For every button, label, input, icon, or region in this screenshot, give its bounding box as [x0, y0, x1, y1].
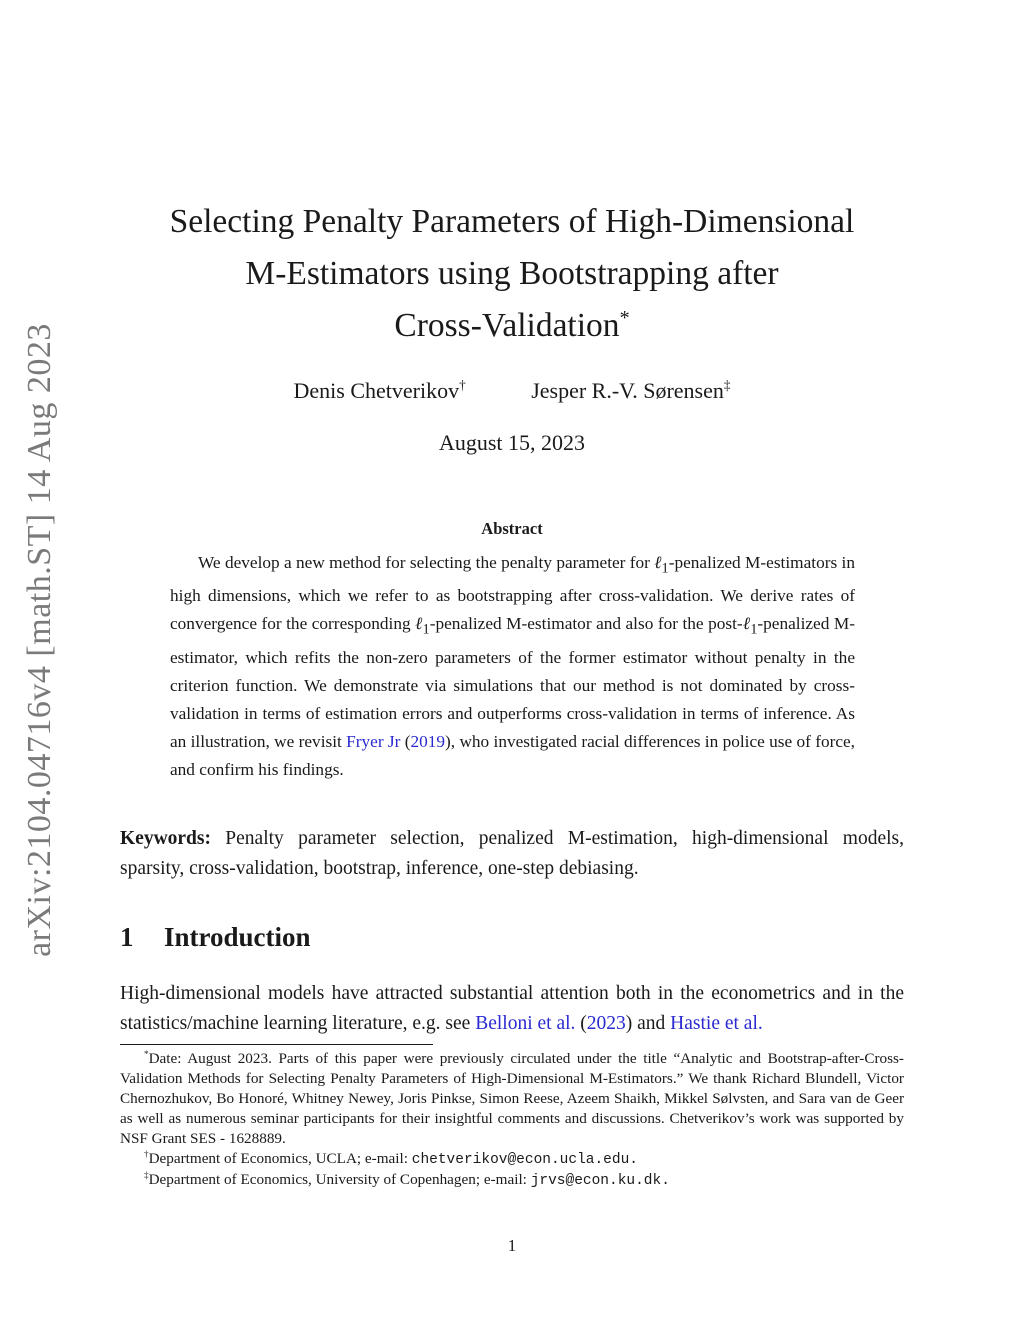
- abstract-text-part: -penalized M-estimator and also for the post-: [429, 614, 743, 634]
- author-2-footnote-mark: ‡: [723, 377, 731, 393]
- footnote-1-mark: *: [144, 1048, 149, 1059]
- citation-paren: (: [575, 1013, 587, 1034]
- abstract-text: [170, 549, 855, 784]
- introduction-paragraph: [120, 979, 904, 1039]
- intro-text-part: High-dimensional models have attracted substantial attention both in the econometrics and in the statistics/machine learning literature, e.g. see: [120, 983, 904, 1034]
- title-footnote-mark: *: [619, 306, 630, 329]
- footnotes: [120, 1049, 904, 1191]
- citation-fryer-year-link[interactable]: 2019: [410, 731, 446, 751]
- email-sorensen[interactable]: jrvs@econ.ku.dk: [530, 1173, 662, 1189]
- paper-title: [150, 196, 874, 352]
- footnote-3-text: Department of Economics, University of Copenhagen; e-mail:: [148, 1171, 531, 1188]
- section-title: Introduction: [164, 922, 311, 952]
- footnote-1-text: Date: August 2023. Parts of this paper were previously circulated under the title “Analytic and Bootstrap-after-Cross-Validation Methods for Selecting Penalty Parameters of High-Dimensional M-Estimators.” We thank Richard Blundell, Victor Chernozhukov, Bo Honoré, Whitney Newey, Joris Pinkse, Simon Reese, Azeem Shaikh, Mikkel Sølvsten, and Sara van de Geer as well as numerous seminar participants for their insightful comments and discussions. Chetverikov’s work was supported by NSF Grant SES - 1628889.: [120, 1050, 904, 1147]
- citation-paren: ): [445, 731, 451, 751]
- title-line-2: M-Estimators using Bootstrapping after: [245, 255, 779, 292]
- footnote-2-text: Department of Economics, UCLA; e-mail:: [148, 1150, 412, 1167]
- footnote-1: [120, 1049, 904, 1149]
- arxiv-identifier-stamp: arXiv:2104.04716v4 [math.ST] 14 Aug 2023: [21, 323, 58, 957]
- ell-symbol: ℓ: [415, 614, 423, 634]
- ell-symbol: ℓ: [654, 553, 662, 572]
- intro-text-part: and: [632, 1013, 671, 1034]
- ell-symbol: ℓ: [742, 614, 751, 634]
- footnote-divider: [120, 1044, 433, 1045]
- citation-hastie-author-link[interactable]: Hastie et al.: [670, 1013, 763, 1034]
- ell-subscript: 1: [750, 621, 758, 638]
- footnote-3-mark: ‡: [144, 1169, 149, 1180]
- footnote-2-end: .: [629, 1152, 638, 1168]
- ell-subscript: 1: [661, 560, 669, 577]
- keywords-text: Penalty parameter selection, penalized M-estimation, high-dimensional models, sparsity, cross-validation, bootstrap, inference, one-step debiasing.: [120, 828, 904, 879]
- abstract-text-part: We develop a new method for selecting the penalty parameter for: [198, 553, 655, 572]
- author-1: [294, 378, 466, 404]
- footnote-2-mark: †: [144, 1148, 149, 1159]
- author-2: [531, 378, 730, 404]
- ell-subscript: 1: [422, 621, 430, 638]
- author-1-footnote-mark: †: [459, 377, 466, 393]
- section-number: 1: [120, 922, 134, 952]
- section-heading-introduction: [120, 922, 311, 953]
- abstract-text-part: -penalized M-estimator, which refits the non-zero parameters of the former estimator without penalty in the criterion function. We demonstrate via simulations that our method is not dominated by cross-validation in terms of estimation errors and outperforms cross-validation in terms of inference. As an illustration, we revisit: [170, 614, 855, 751]
- citation-paren: ): [625, 1013, 633, 1034]
- page-number: 1: [507, 1236, 517, 1255]
- author-2-name: Jesper R.-V. Sørensen: [531, 378, 724, 403]
- keywords-label: Keywords:: [120, 828, 211, 849]
- email-chetverikov[interactable]: chetverikov@econ.ucla.edu: [411, 1152, 630, 1168]
- footnote-2: [120, 1149, 904, 1170]
- author-list: [150, 378, 874, 404]
- footnote-3-end: .: [661, 1173, 670, 1189]
- author-1-name: Denis Chetverikov: [293, 378, 460, 403]
- paper-date: August 15, 2023: [438, 430, 586, 455]
- title-line-1: Selecting Penalty Parameters of High-Dimensional: [169, 203, 855, 240]
- citation-paren: (: [400, 731, 411, 751]
- abstract-text-part: , who investigated racial differences in police use of force, and confirm his findings.: [170, 731, 856, 779]
- citation-fryer-author-link[interactable]: Fryer Jr: [346, 731, 401, 751]
- citation-belloni-author-link[interactable]: Belloni et al.: [475, 1013, 576, 1034]
- footnote-3: [120, 1170, 904, 1191]
- citation-belloni-year-link[interactable]: 2023: [586, 1013, 626, 1034]
- abstract-text-part: -penalized M-estimators in high dimensions, which we refer to as bootstrapping after cross-validation. We derive rates of convergence for the corresponding: [170, 553, 855, 634]
- keywords-paragraph: [120, 824, 904, 884]
- title-line-3: Cross-Validation: [394, 307, 620, 344]
- abstract-heading: Abstract: [481, 519, 543, 538]
